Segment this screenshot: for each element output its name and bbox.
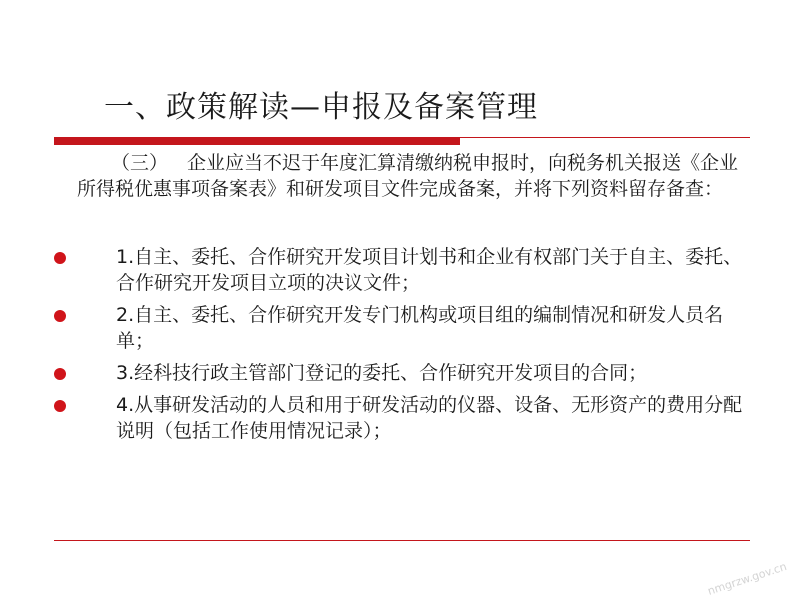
list-item <box>54 360 754 386</box>
list-item-text: 3.经科技行政主管部门登记的委托、合作研究开发项目的合同； <box>116 362 648 384</box>
list-item-text: 2.自主、委托、合作研究开发专门机构或项目组的编制情况和研发人员名单； <box>116 304 724 352</box>
bullet-icon <box>54 368 66 380</box>
list-item-text: 1.自主、委托、合作研究开发项目计划书和企业有权部门关于自主、委托、合作研究开发项目立项的决议文件； <box>116 246 743 294</box>
list-item-text: 4.从事研发活动的人员和用于研发活动的仪器、设备、无形资产的费用分配说明（包括工作使用情况记录）； <box>116 394 743 442</box>
list-item <box>54 392 754 444</box>
requirements-list <box>54 244 754 450</box>
intro-paragraph <box>77 150 745 202</box>
footer-rule <box>54 540 750 541</box>
slide-title: 一、政策解读—申报及备案管理 <box>104 90 538 125</box>
bullet-icon <box>54 400 66 412</box>
title-underline-thin <box>460 137 750 138</box>
intro-prefix: （三） <box>111 152 169 174</box>
title-underline-thick <box>54 137 460 145</box>
list-item <box>54 244 754 296</box>
list-item <box>54 302 754 354</box>
intro-text: 企业应当不迟于年度汇算清缴纳税申报时，向税务机关报送《企业所得税优惠事项备案表》和研发项目文件完成备案，并将下列资料留存备查： <box>77 152 739 200</box>
bullet-icon <box>54 310 66 322</box>
bullet-icon <box>54 252 66 264</box>
watermark: nmgrzw.gov.cn <box>705 560 789 598</box>
